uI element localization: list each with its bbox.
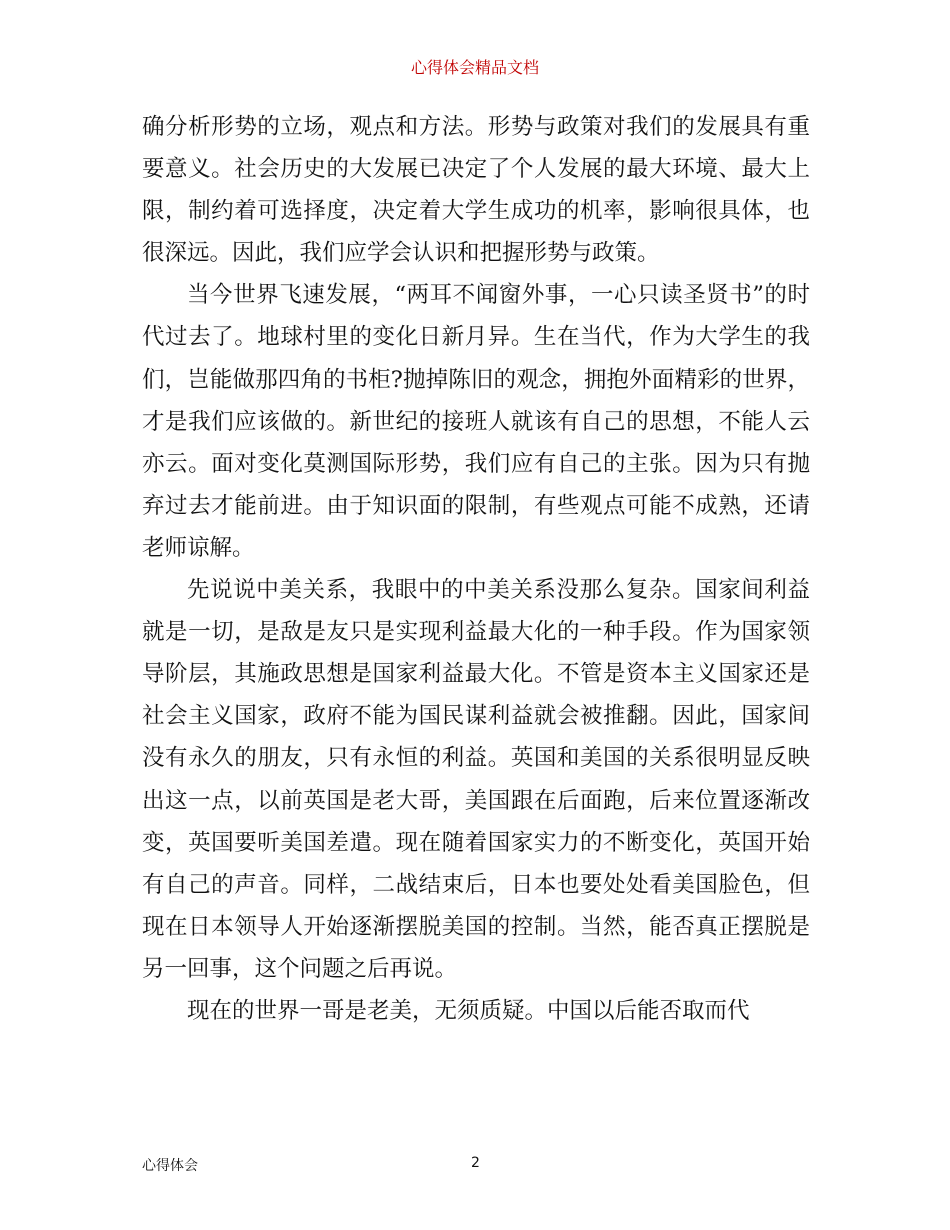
paragraph: 当今世界飞速发展，“两耳不闻窗外事，一心只读圣贤书”的时代过去了。地球村里的变化日新月异。生在当代，作为大学生的我们，岂能做那四角的书柜?抛掉陈旧的观念，拥抱外面精彩的世界，才是我们应该做的。新世纪的接班人就该有自己的思想，不能人云亦云。面对变化莫测国际形势，我们应有自己的主张。因为只有抛弃过去才能前进。由于知识面的限制，有些观点可能不成熟，还请老师谅解。	[142, 282, 810, 561]
paragraph: 先说说中美关系，我眼中的中美关系没那么复杂。国家间利益就是一切，是敌是友只是实现利益最大化的一种手段。作为国家领导阶层，其施政思想是国家利益最大化。不管是资本主义国家还是社会主义国家，政府不能为国民谋利益就会被推翻。因此，国家间没有永久的朋友，只有永恒的利益。英国和美国的关系很明显反映出这一点，以前英国是老大哥，美国跟在后面跑，后来位置逐渐改变，英国要听美国差遣。现在随着国家实力的不断变化，英国开始有自己的声音。同样，二战结束后，日本也要处处看美国脸色，但现在日本领导人开始逐渐摆脱美国的控制。当然，能否真正摆脱是另一回事，这个问题之后再说。	[142, 577, 810, 982]
header-title: 心得体会精品文档	[410, 58, 539, 77]
page-header	[0, 58, 950, 78]
document-body	[142, 106, 810, 1032]
paragraph: 现在的世界一哥是老美，无须质疑。中国以后能否取而代	[187, 997, 750, 1024]
footer-label: 心得体会	[142, 1158, 198, 1174]
page-number: 2	[471, 1155, 480, 1171]
page-footer	[142, 1155, 810, 1177]
paragraph-continued: 确分析形势的立场，观点和方法。形势与政策对我们的发展具有重要意义。社会历史的大发展已决定了个人发展的最大环境、最大上限，制约着可选择度，决定着大学生成功的机率，影响很具体，也很深远。因此，我们应学会认识和把握形势与政策。	[142, 114, 810, 267]
